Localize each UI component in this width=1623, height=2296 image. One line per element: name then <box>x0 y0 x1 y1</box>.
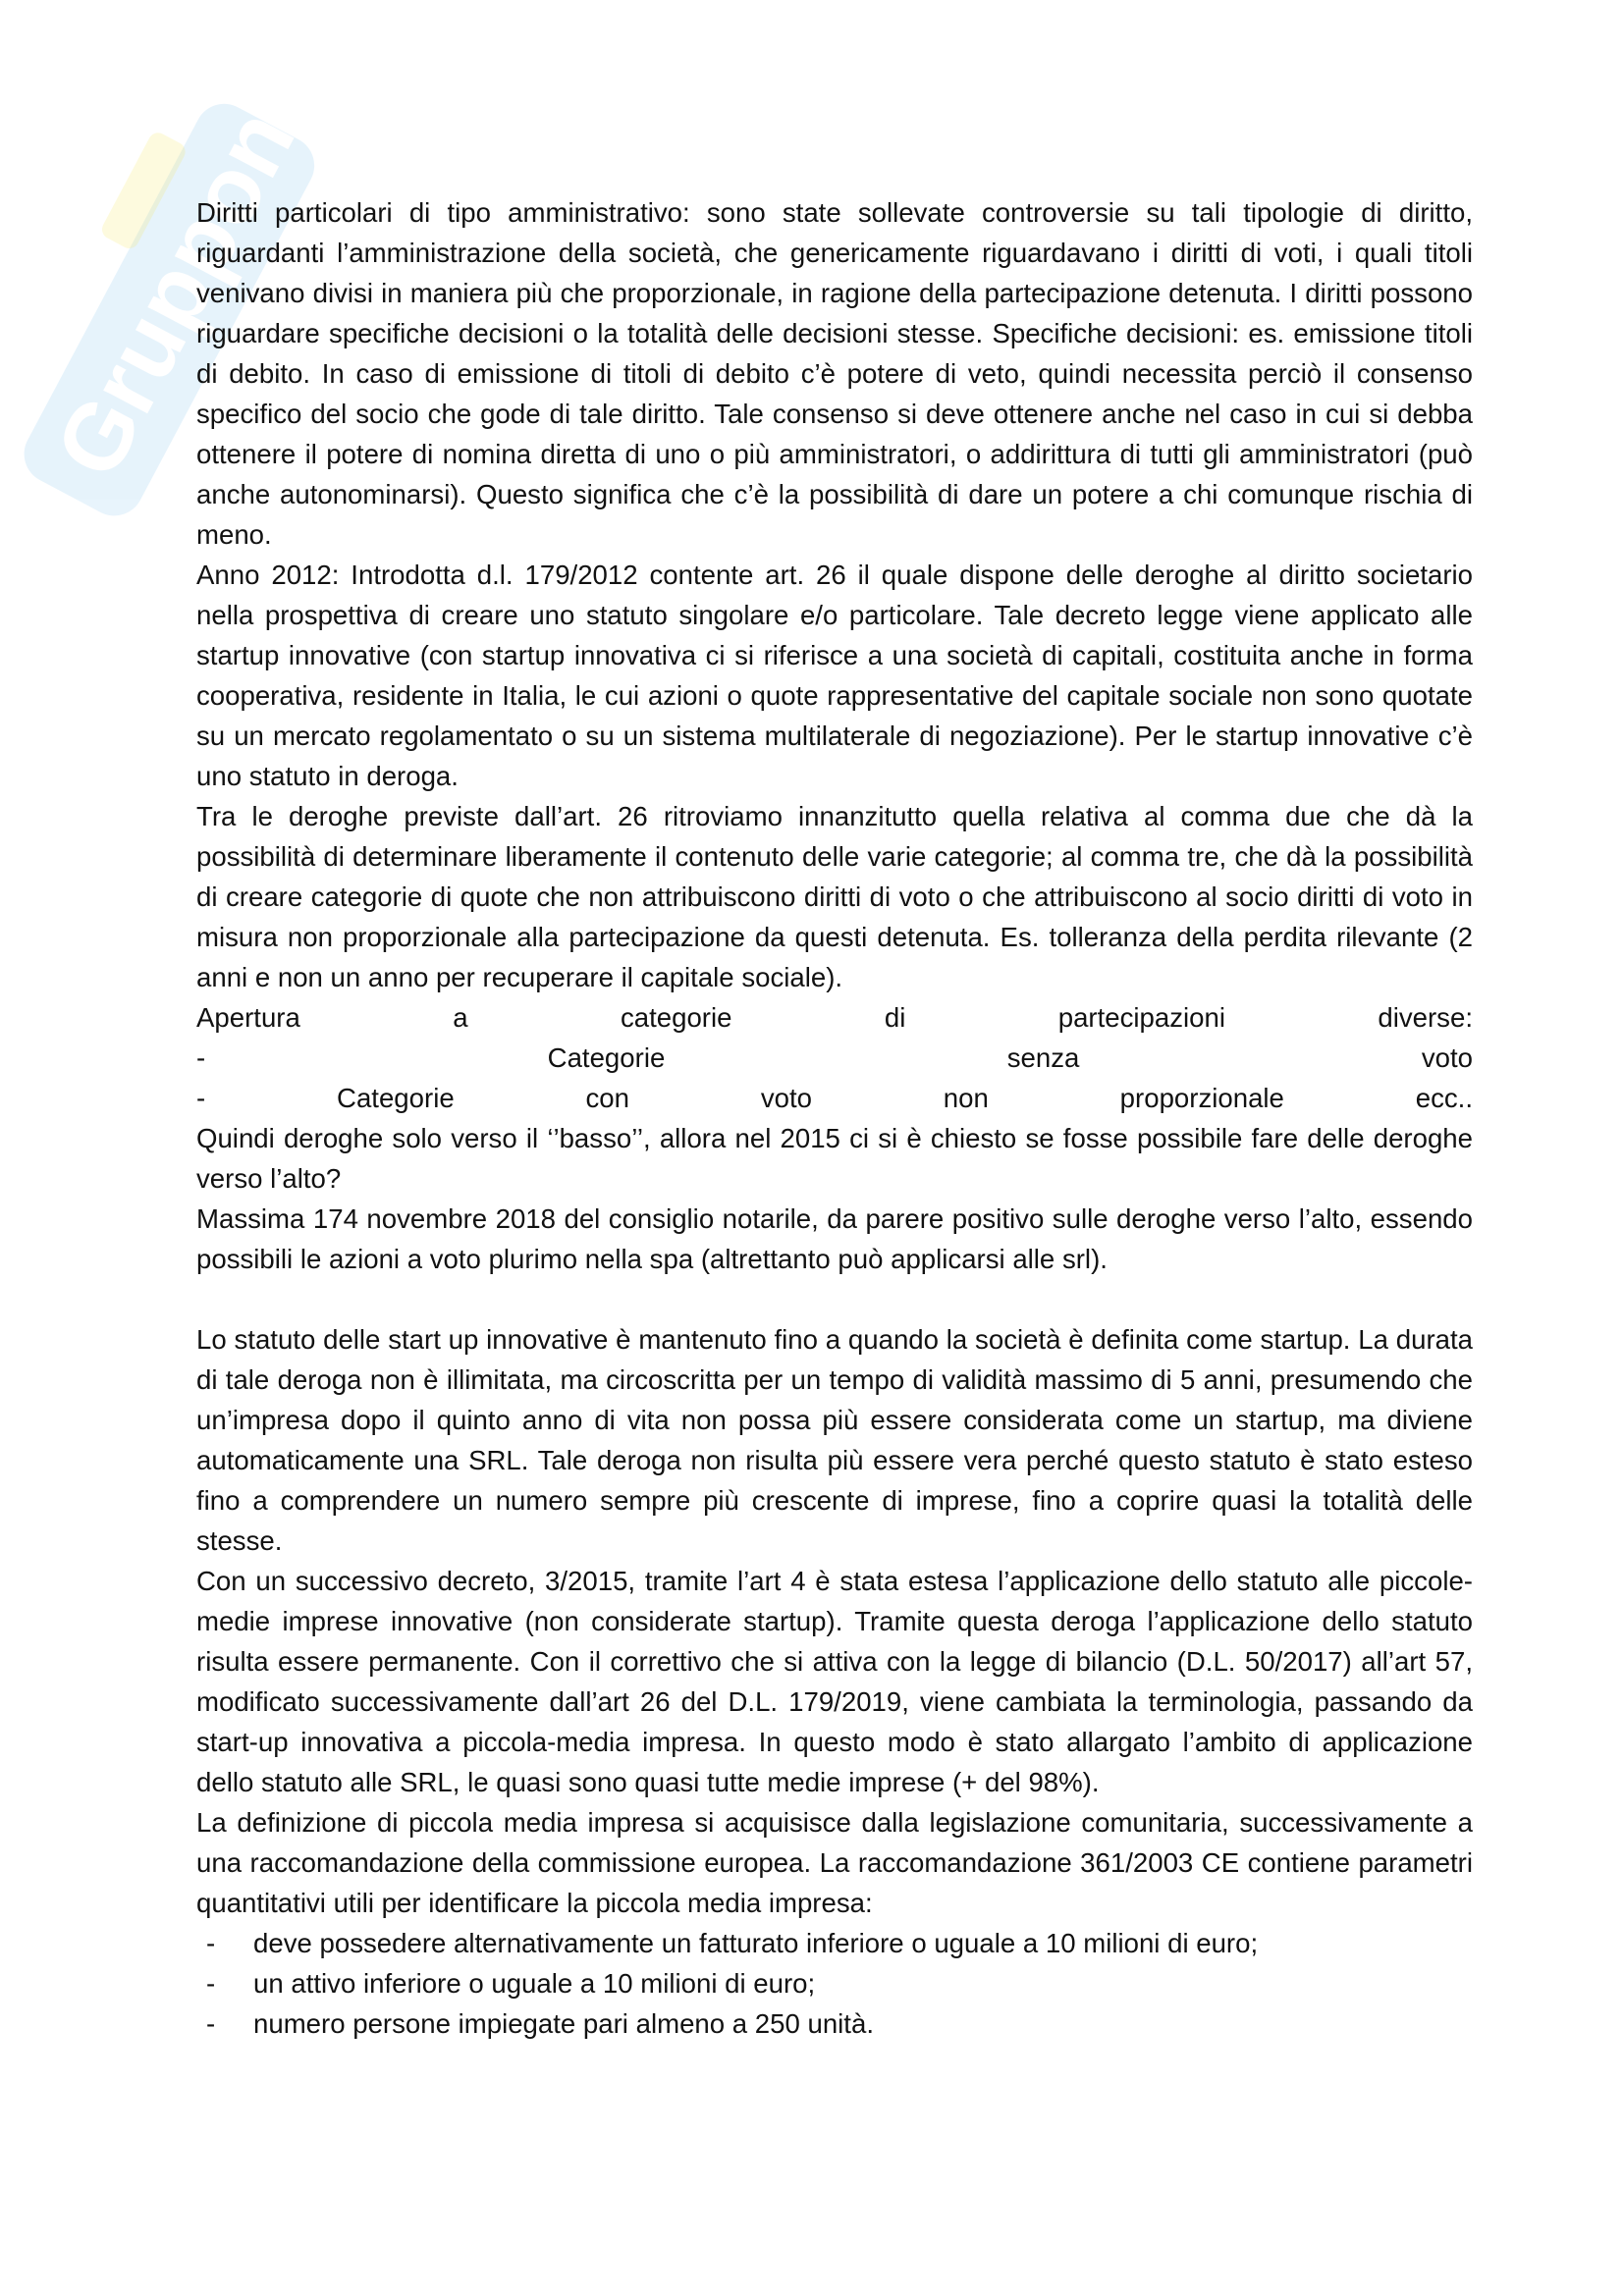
paragraph-diritti-amministrativi: Diritti particolari di tipo amministrativo: sono state sollevate controversie su tali tipologie di diritto, riguardanti l’amministrazione della società, che genericamente riguardavano i diritti di voti, i quali titoli venivano divisi in maniera più che proporzionale, in ragione della partecipazione detenuta. I diritti possono riguardare specifiche decisioni o la totalità delle decisioni stesse. Specifiche decisioni: es. emissione titoli di debito. In caso di emissione di titoli di debito c’è potere di veto, quindi necessita perciò il consenso specifico del socio che gode di tale diritto. Tale consenso si deve ottenere anche nel caso in cui si debba ottenere il potere di nomina diretta di uno o più amministratori, o addirittura di tutti gli amministratori (può anche autonominarsi). Questo significa che c’è la possibilità di dare un potere a chi comunque rischia di meno. <box>196 197 1473 550</box>
list-marker: - <box>206 1968 216 1999</box>
paragraph-deroghe-verso-basso: Quindi deroghe solo verso il ‘’basso’’, allora nel 2015 ci si è chiesto se fosse possibile fare delle deroghe verso l’alto? <box>196 1123 1473 1194</box>
paragraph-categorie-con-voto: - Categorie con voto non proporzionale ecc.. <box>196 1083 1473 1113</box>
list-marker: - <box>206 1928 216 1958</box>
list-item <box>196 1923 1473 1963</box>
list-item-text: numero persone impiegate pari almeno a 250 unità. <box>253 2008 874 2039</box>
paragraph-spacer <box>196 1279 1473 1319</box>
paragraph-apertura-categorie: Apertura a categorie di partecipazioni diverse: <box>196 1002 1473 1033</box>
document-body <box>196 192 1473 2044</box>
list-item <box>196 1963 1473 2003</box>
paragraph-decreto-2015: Con un successivo decreto, 3/2015, tramite l’art 4 è stata estesa l’applicazione dello statuto alle piccole-medie imprese innovative (non considerate startup). Tramite questa deroga l’applicazione dello statuto risulta essere permanente. Con il correttivo che si attiva con la legge di bilancio (D.L. 50/2017) all’art 57, modificato successivamente dall’art 26 del D.L. 179/2019, viene cambiata la terminologia, passando da start-up innovativa a piccola-media impresa. In questo modo è stato allargato l’ambito di applicazione dello statuto alle SRL, le quasi sono quasi tutte medie imprese (+ del 98%). <box>196 1566 1473 1797</box>
paragraph-massima-174: Massima 174 novembre 2018 del consiglio notarile, da parere positivo sulle deroghe verso l’alto, essendo possibili le azioni a voto plurimo nella spa (altrettanto può applicarsi alle srl). <box>196 1203 1473 1274</box>
list-item-text: un attivo inferiore o uguale a 10 milioni di euro; <box>253 1968 816 1999</box>
pmi-criteria-list <box>196 1923 1473 2044</box>
watermark-text: Grupponet <box>35 19 354 494</box>
paragraph-deroghe-art-26: Tra le deroghe previste dall’art. 26 ritroviamo innanzitutto quella relativa al comma due che dà la possibilità di determinare liberamente il contenuto delle varie categorie; al comma tre, che dà la possibilità di creare categorie di quote che non attribuiscono diritti di voto o che attribuiscono al socio diritti di voto in misura non proporzionale alla partecipazione da questi detenuta. Es. tolleranza della perdita rilevante (2 anni e non un anno per recuperare il capitale sociale). <box>196 801 1473 992</box>
paragraph-statuto-startup: Lo statuto delle start up innovative è mantenuto fino a quando la società è definita come startup. La durata di tale deroga non è illimitata, ma circoscritta per un tempo di validità massimo di 5 anni, presumendo che un’impresa dopo il quinto anno di vita non possa più essere considerata come un startup, ma diviene automaticamente una SRL. Tale deroga non risulta più essere vera perché questo statuto è stato esteso fino a comprendere un numero sempre più crescente di imprese, fino a coprire quasi la totalità delle stesse. <box>196 1324 1473 1556</box>
list-item-text: deve possedere alternativamente un fatturato inferiore o uguale a 10 milioni di euro; <box>253 1928 1259 1958</box>
paragraph-categorie-senza-voto: - Categorie senza voto <box>196 1042 1473 1073</box>
paragraph-definizione-pmi: La definizione di piccola media impresa si acquisisce dalla legislazione comunitaria, successivamente a una raccomandazione della commissione europea. La raccomandazione 361/2003 CE contiene parametri quantitativi utili per identificare la piccola media impresa: <box>196 1807 1473 1918</box>
list-item <box>196 2003 1473 2044</box>
list-marker: - <box>206 2008 216 2039</box>
paragraph-anno-2012: Anno 2012: Introdotta d.l. 179/2012 contente art. 26 il quale dispone delle deroghe al diritto societario nella prospettiva di creare uno statuto singolare e/o particolare. Tale decreto legge viene applicato alle startup innovative (con startup innovativa ci si riferisce a una società di capitali, costituita anche in forma cooperativa, residente in Italia, le cui azioni o quote rappresentative del capitale sociale non sono quotate su un mercato regolamentato o su un sistema multilaterale di negoziazione). Per le startup innovative c’è uno statuto in deroga. <box>196 560 1473 791</box>
